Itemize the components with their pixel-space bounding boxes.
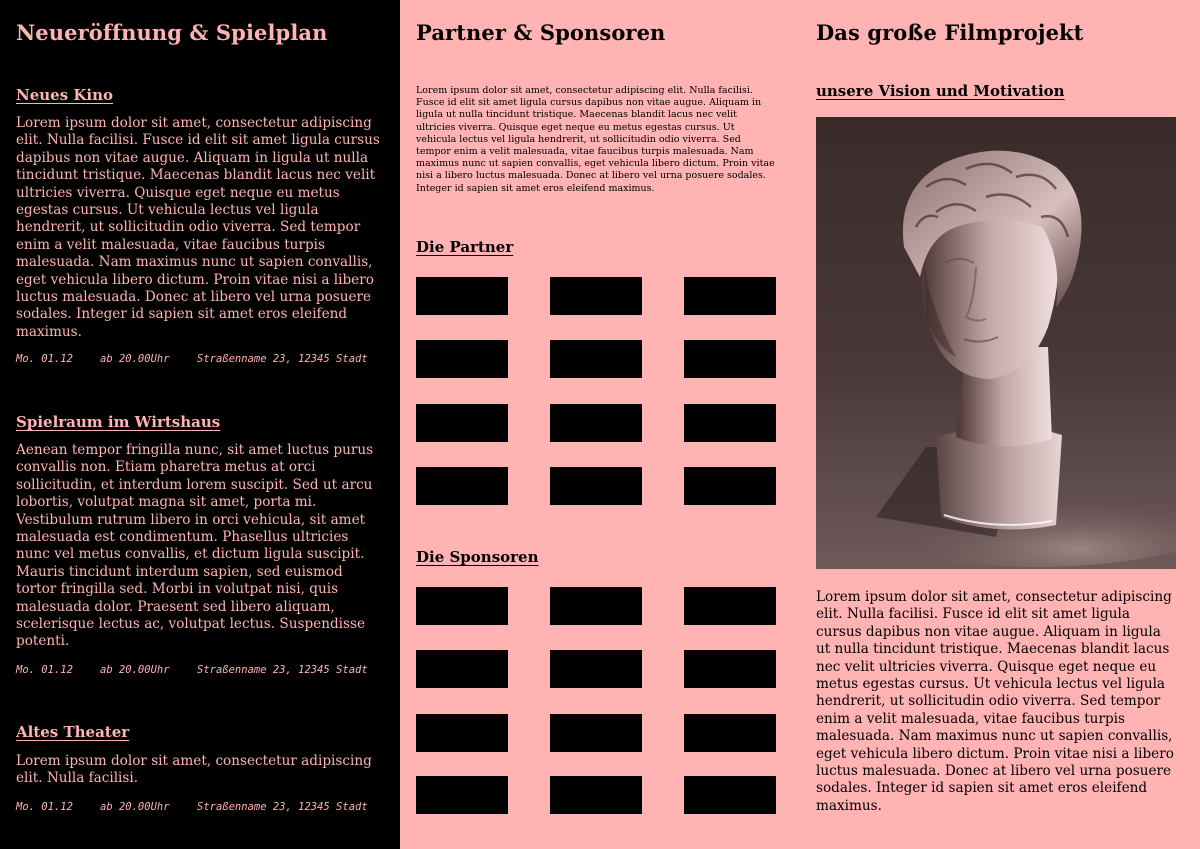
event-meta [16,353,368,365]
event-meta [16,801,368,813]
partner-logo [416,467,508,505]
film-project-title: Das große Filmprojekt [816,20,1084,45]
sponsor-logo [416,650,508,688]
event-time: ab 20.00Uhr [100,664,170,676]
sponsor-logo [416,776,508,814]
sponsor-logo [684,650,776,688]
sponsor-logo [550,587,642,625]
sponsor-logo [684,714,776,752]
program-column [0,0,400,849]
sponsor-logo [684,587,776,625]
partner-logo [684,340,776,378]
sponsors-heading: Die Sponsoren [416,548,539,566]
partner-logo [550,340,642,378]
sponsor-logo [550,650,642,688]
event-title-neues-kino: Neues Kino [16,86,114,104]
partner-logo [684,404,776,442]
partners-title: Partner & Sponsoren [416,20,666,45]
partner-logo [416,277,508,315]
event-time: ab 20.00Uhr [100,353,170,365]
event-meta [16,664,368,676]
partner-logo [416,340,508,378]
event-date: Mo. 01.12 [16,664,73,676]
event-address: Straßenname 23, 12345 Stadt [197,664,368,676]
partner-logo [550,277,642,315]
event-description: Lorem ipsum dolor sit amet, consectetur adipiscing elit. Nulla facilisi. Fusce id elit sit amet ligula cursus dapibus non vitae augue. Aliquam in ligula ut nulla tincidunt tristique. Maecenas blandit lacus nec velit ultricies viverra. Quisque eget neque eu metus egestas cursus. Ut vehicula lectus vel ligula hendrerit, ut sollicitudin odio viverra. Sed tempor enim a velit malesuada, vitae faucibus turpis malesuada. Nam maximus nunc ut sapien convallis, eget vehicula libero dictum. Proin vitae nisi a libero luctus malesuada. Donec at libero vel urna posuere sodales. Integer id sapien sit amet eros eleifend maximus. [16,115,380,340]
partner-logo [416,404,508,442]
sponsor-logo [684,776,776,814]
vision-subtitle: unsere Vision und Motivation [816,82,1065,100]
partner-logo [684,467,776,505]
film-project-description: Lorem ipsum dolor sit amet, consectetur adipiscing elit. Nulla facilisi. Fusce id elit sit amet ligula cursus dapibus non vitae augue. Aliquam in ligula ut nulla tincidunt tristique. Maecenas blandit lacus nec velit ultricies viverra. Quisque eget neque eu metus egestas cursus. Ut vehicula lectus vel ligula hendrerit, ut sollicitudin odio viverra. Sed tempor enim a velit malesuada, vitae faucibus turpis malesuada. Nam maximus nunc ut sapien convallis, eget vehicula libero dictum. Proin vitae nisi a libero luctus malesuada. Donec at libero vel urna posuere sodales. Integer id sapien sit amet eros eleifend maximus. [816,589,1174,814]
partners-heading: Die Partner [416,238,514,256]
sponsor-logo [550,776,642,814]
event-title-spielraum: Spielraum im Wirtshaus [16,413,221,431]
film-project-column [800,0,1200,849]
bust-photo [816,117,1176,569]
partner-logo [684,277,776,315]
event-time: ab 20.00Uhr [100,801,170,813]
partner-logo [550,404,642,442]
partners-column [400,0,800,849]
event-date: Mo. 01.12 [16,353,73,365]
event-address: Straßenname 23, 12345 Stadt [197,353,368,365]
program-title: Neueröffnung & Spielplan [16,20,328,45]
event-date: Mo. 01.12 [16,801,73,813]
event-address: Straßenname 23, 12345 Stadt [197,801,368,813]
event-description: Aenean tempor fringilla nunc, sit amet luctus purus convallis non. Etiam pharetra metus at orci sollicitudin, et interdum lorem suscipit. Sed ut arcu lobortis, volutpat magna sit amet, porta mi. Vestibulum rutrum libero in orci vehicula, sit amet malesuada est condimentum. Phasellus ultricies nunc vel metus convallis, et dictum ligula suscipit. Mauris tincidunt interdum sapien, sed euismod tortor fringilla sed. Morbi in volutpat nisi, quis malesuada dolor. Praesent sed libero aliquam, scelerisque lectus ac, volutpat lectus. Suspendisse potenti. [16,442,374,650]
partners-intro: Lorem ipsum dolor sit amet, consectetur adipiscing elit. Nulla facilisi. Fusce id elit sit amet ligula cursus dapibus non vitae augue. Aliquam in ligula ut nulla tincidunt tristique. Maecenas blandit lacus nec velit ultricies viverra. Quisque eget neque eu metus egestas cursus. Ut vehicula lectus vel ligula hendrerit, ut sollicitudin odio viverra. Sed tempor enim a velit malesuada, vitae faucibus turpis malesuada. Nam maximus nunc ut sapien convallis, eget vehicula libero dictum. Proin vitae nisi a libero luctus malesuada. Donec at libero vel urna posuere sodales. Integer id sapien sit amet eros eleifend maximus. [416,85,775,194]
sponsor-logo [416,587,508,625]
sponsor-logo [550,714,642,752]
event-title-altes-theater: Altes Theater [16,723,130,741]
event-description: Lorem ipsum dolor sit amet, consectetur adipiscing elit. Nulla facilisi. [16,753,372,787]
partner-logo [550,467,642,505]
sponsor-logo [416,714,508,752]
